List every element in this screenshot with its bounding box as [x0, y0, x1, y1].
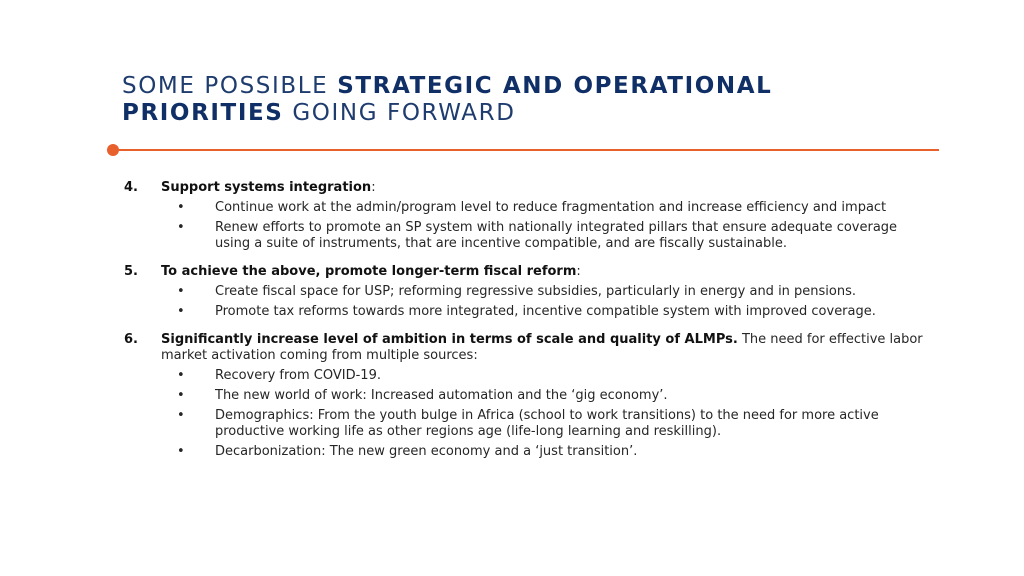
item-rest: : — [371, 180, 376, 195]
title-part-1: SOME POSSIBLE — [122, 73, 338, 99]
bullet-text: Create fiscal space for USP; reforming regressive subsidies, particularly in energy and in pensions. — [215, 284, 857, 299]
bullet-item — [161, 304, 924, 320]
item-heading: Support systems integration — [161, 180, 372, 195]
bullet-dot: • — [177, 220, 185, 235]
title-part-3: GOING FORWARD — [283, 100, 516, 126]
bullet-text: Recovery from COVID-19. — [215, 368, 381, 383]
item-text — [161, 332, 924, 364]
item-rest: : — [576, 264, 581, 279]
priority-item-4 — [124, 180, 924, 252]
bullet-list — [161, 284, 924, 320]
bullet-dot: • — [177, 408, 185, 423]
item-number: 6. — [124, 332, 138, 347]
item-text — [161, 264, 924, 280]
bullet-dot: • — [177, 444, 185, 459]
bullet-dot: • — [177, 284, 185, 299]
bullet-item — [161, 284, 924, 300]
bullet-item — [161, 408, 924, 440]
bullet-dot: • — [177, 388, 185, 403]
item-heading: Significantly increase level of ambition in terms of scale and quality of ALMPs. — [161, 332, 738, 347]
bullet-item — [161, 200, 924, 216]
bullet-dot: • — [177, 368, 185, 383]
bullet-item — [161, 388, 924, 404]
priority-item-6 — [124, 332, 924, 460]
bullet-text: Decarbonization: The new green economy and a ‘just transition’. — [215, 444, 638, 459]
bullet-item — [161, 368, 924, 384]
item-rest: The need for effective labor market activation coming from multiple sources: — [161, 332, 923, 363]
bullet-text: The new world of work: Increased automation and the ‘gig economy’. — [215, 388, 668, 403]
bullet-dot: • — [177, 304, 185, 319]
bullet-text: Renew efforts to promote an SP system with nationally integrated pillars that ensure adequate coverage using a suite of instruments, that are incentive compatible, and are fiscally sustainable. — [215, 220, 898, 251]
divider-line — [113, 149, 939, 151]
slide-title — [122, 73, 942, 127]
item-number: 4. — [124, 180, 138, 195]
priorities-list — [124, 180, 924, 472]
bullet-text: Demographics: From the youth bulge in Africa (school to work transitions) to the need for more active productive working life as other regions age (life-long learning and reskilling). — [215, 408, 879, 439]
bullet-text: Continue work at the admin/program level to reduce fragmentation and increase efficiency and impact — [215, 200, 887, 215]
bullet-item — [161, 444, 924, 460]
bullet-dot: • — [177, 200, 185, 215]
item-number: 5. — [124, 264, 138, 279]
bullet-item — [161, 220, 924, 252]
bullet-text: Promote tax reforms towards more integrated, incentive compatible system with improved coverage. — [215, 304, 876, 319]
title-highlight: STRATEGIC AND OPERATIONAL PRIORITIES — [122, 73, 773, 126]
bullet-list — [161, 368, 924, 460]
bullet-list — [161, 200, 924, 252]
priority-item-5 — [124, 264, 924, 320]
item-text — [161, 180, 924, 196]
item-heading: To achieve the above, promote longer-term fiscal reform — [161, 264, 577, 279]
